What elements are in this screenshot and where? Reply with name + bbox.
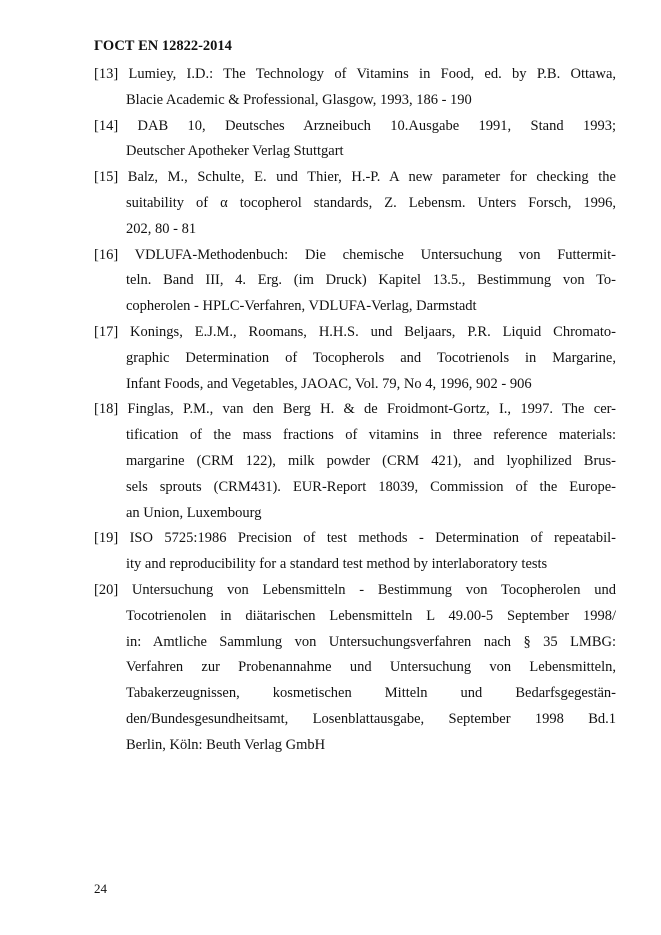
reference-entry bbox=[94, 320, 616, 397]
reference-line: [15] Balz, M., Schulte, E. und Thier, H.-P. A new parameter for checking the bbox=[94, 169, 616, 186]
reference-line: Tabakerzeugnissen, kosmetischen Mitteln und Bedarfsgegestän- bbox=[126, 685, 616, 702]
reference-line: 202, 80 - 81 bbox=[126, 220, 197, 237]
reference-line: [16] VDLUFA-Methodenbuch: Die chemische Untersuchung von Futtermit- bbox=[94, 246, 616, 263]
reference-line: ity and reproducibility for a standard test method by interlaboratory tests bbox=[126, 556, 548, 573]
reference-entry bbox=[94, 114, 616, 166]
reference-line: [19] ISO 5725:1986 Precision of test methods - Determination of repeatabil- bbox=[94, 530, 616, 547]
reference-line: [20] Untersuchung von Lebensmitteln - Bestimmung von Tocopherolen und bbox=[94, 581, 616, 598]
reference-entry bbox=[94, 526, 616, 578]
reference-line: Infant Foods, and Vegetables, JAOAC, Vol. 79, No 4, 1996, 902 - 906 bbox=[126, 375, 532, 392]
reference-line: den/Bundesgesundheitsamt, Losenblattausgabe, September 1998 Bd.1 bbox=[126, 710, 616, 727]
reference-list bbox=[94, 62, 616, 759]
reference-line: tification of the mass fractions of vitamins in three reference materials: bbox=[126, 427, 616, 444]
reference-line: [13] Lumiey, I.D.: The Technology of Vitamins in Food, ed. by P.B. Ottawa, bbox=[94, 66, 616, 82]
reference-line: [18] Finglas, P.M., van den Berg H. & de Froidmont-Gortz, I., 1997. The cer- bbox=[94, 401, 616, 418]
reference-line: Berlin, Köln: Beuth Verlag GmbH bbox=[126, 736, 326, 753]
reference-entry bbox=[94, 243, 616, 320]
document-header: ГОСТ EN 12822-2014 bbox=[94, 38, 232, 54]
reference-line: in: Amtliche Sammlung von Untersuchungsverfahren nach § 35 LMBG: bbox=[126, 633, 616, 650]
page-number: 24 bbox=[94, 881, 107, 896]
reference-entry bbox=[94, 62, 616, 114]
reference-line: margarine (CRM 122), milk powder (CRM 421), and lyophilized Brus- bbox=[126, 452, 616, 469]
reference-entry bbox=[94, 397, 616, 526]
reference-line: graphic Determination of Tocopherols and Tocotrienols in Margarine, bbox=[126, 349, 616, 366]
reference-line: [14] DAB 10, Deutsches Arzneibuch 10.Ausgabe 1991, Stand 1993; bbox=[94, 117, 616, 134]
reference-line: Deutscher Apotheker Verlag Stuttgart bbox=[126, 143, 344, 160]
reference-line: teln. Band III, 4. Erg. (im Druck) Kapitel 13.5., Bestimmung von To- bbox=[126, 272, 616, 289]
reference-line: sels sprouts (CRM431). EUR-Report 18039, Commission of the Europe- bbox=[126, 478, 616, 495]
reference-line: Verfahren zur Probenannahme und Untersuchung von Lebensmitteln, bbox=[126, 659, 616, 676]
reference-entry bbox=[94, 165, 616, 242]
reference-line: [17] Konings, E.J.M., Roomans, H.H.S. und Beljaars, P.R. Liquid Chromato- bbox=[94, 323, 616, 340]
reference-line: suitability of α tocopherol standards, Z. Lebensm. Unters Forsch, 1996, bbox=[126, 194, 616, 211]
reference-line: Blacie Academic & Professional, Glasgow, 1993, 186 - 190 bbox=[126, 91, 472, 108]
reference-line: an Union, Luxembourg bbox=[126, 504, 262, 521]
reference-line: copherolen - HPLC-Verfahren, VDLUFA-Verlag, Darmstadt bbox=[126, 298, 477, 315]
reference-entry bbox=[94, 578, 616, 759]
reference-line: Tocotrienolen in diätarischen Lebensmitteln L 49.00-5 September 1998/ bbox=[126, 607, 616, 624]
